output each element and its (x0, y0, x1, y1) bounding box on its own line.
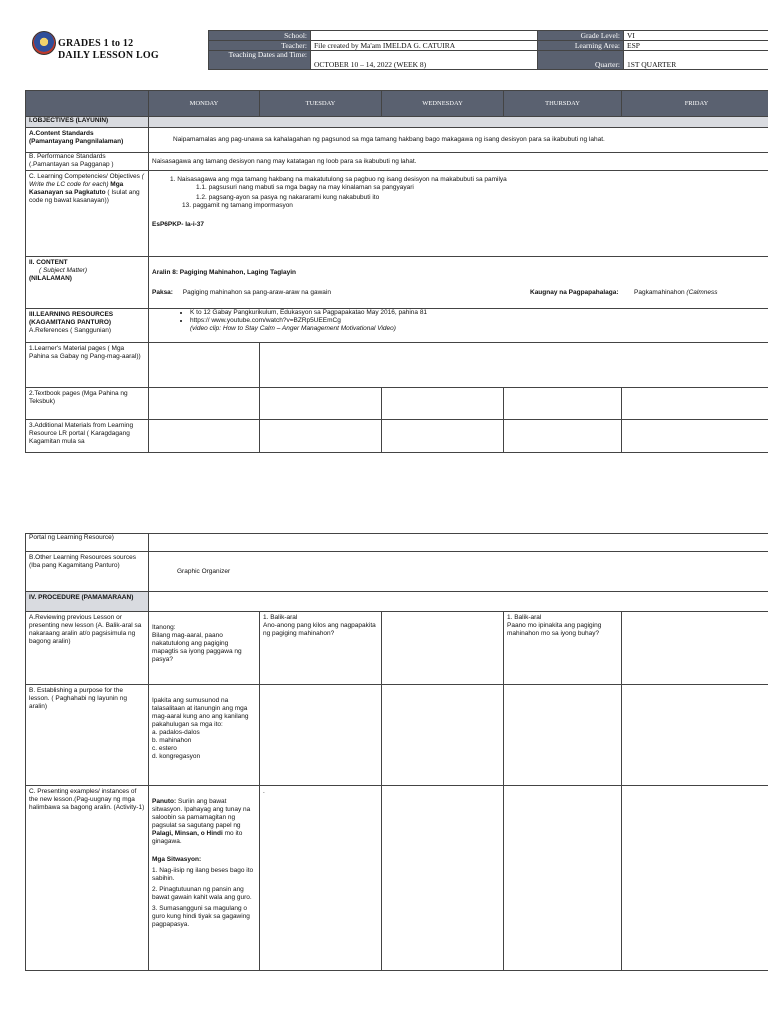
objectives-heading: I.OBJECTIVES (LAYUNIN) (26, 117, 149, 128)
grade-value: VI (624, 31, 768, 41)
teacher-value: File created by Ma'am IMELDA G. CATUIRA (311, 41, 538, 51)
performance-standards-label: B. Performance Standards (.Pamantayan sa Pagganap ) (26, 153, 149, 171)
title-line-2: DAILY LESSON LOG (58, 50, 159, 61)
day-wednesday: WEDNESDAY (382, 91, 504, 117)
content-standards-text: Naipamamalas ang pag-unawa sa kahalagahan ng pagsunod sa mga tamang hakbang bago makagawa ng isang desisyon para sa ikabubuti ng lahat. (149, 128, 768, 153)
grade-label: Grade Level: (538, 31, 624, 41)
other-resources-label: B.Other Learning Resources sources (Iba pang Kagamitang Panturo) (26, 552, 149, 592)
day-tuesday: TUESDAY (260, 91, 382, 117)
establishing-monday: Ipakita ang sumusunod na talasalitaan at itanungin ang mga mag-aaral kung ano ang kanilang pakahulugan sa mga ito: a. padalos-dalos b. mahinahon c. estero d. kongregasyon (149, 685, 260, 786)
dates-value: OCTOBER 10 – 14, 2022 (WEEK 8) (311, 51, 538, 70)
competency-code: EsP6PKP- Ia-i-37 (152, 221, 205, 228)
textbook-pages-label: 2.Textbook pages (Mga Pahina ng Teksbuk) (26, 388, 149, 420)
school-value (311, 31, 538, 41)
other-resources-text: Graphic Organizer (149, 552, 768, 592)
area-value: ESP (624, 41, 768, 51)
presenting-examples-label: C. Presenting examples/ instances of the new lesson.(Pag-uugnay ng mga halimbawa sa bagong aralin. (Activity-1) (26, 786, 149, 971)
references-text: • K to 12 Gabay Pangkurikulum, Edukasyon sa Pagpapakatao May 2016, pahina 81 • https:// www.youtube.com/watch?v=BZRp5UEEmCg (video clip: How to Stay Calm – Anger Management Motivational Video) (149, 309, 768, 343)
lesson-table-page-1 (25, 90, 768, 453)
presenting-monday: Panuto: Suriin ang bawat sitwasyon. Ipahayag ang tunay na saloobin sa pamamagitan ng pagsulat sa sagutang papel ng Palagi, Minsan, o Hindi mo ito ginagawa. Mga Sitwasyon: 1. Nag-iisip ng ilang beses bago ito sabihin. 2. Pinagtutuunan ng pansin ang bawat gawain kahit wala ang guro. 3. Sumasangguni sa magulang o guro kung hindi tiyak sa gagawing pagpapasya. (149, 786, 260, 971)
day-friday: FRIDAY (622, 91, 768, 117)
competencies-text: 1. Naisasagawa ang mga tamang hakbang na makatutulong sa pagbuo ng isang desisyon na makabubuti sa pamilya 1.1. pagsusuri nang mabuti sa mga bagay na may kinalaman sa pangyayari 1.2. pagsang-ayon sa pasya ng nakararami kung nakabubuti ito 13. paggamit ng tamang impormasyon EsP6PKP- Ia-i-37 (149, 171, 768, 257)
corner-cell (26, 91, 149, 117)
presenting-tuesday: . (260, 786, 382, 971)
reviewing-thursday: 1. Balik-aral Paano mo ipinakita ang pagiging mahinahon mo sa iyong buhay? (504, 612, 622, 685)
dll-title (58, 38, 159, 62)
lesson-table-page-2 (25, 533, 768, 971)
dates-label: Teaching Dates and Time: (209, 51, 311, 70)
reviewing-tuesday: 1. Balik-aral Ano-anong pang kilos ang nagpapakita ng pagiging mahinahon? (260, 612, 382, 685)
content-standards-label: A.Content Standards (Pamantayang Pangnilalaman) (26, 128, 149, 153)
deped-seal-logo (32, 31, 56, 55)
content-label: II. CONTENT ( Subject Matter) (NILALAMAN) (26, 257, 149, 309)
quarter-label: Quarter: (538, 51, 624, 70)
header-info-table (208, 30, 768, 70)
additional-materials-label: 3.Additional Materials from Learning Resource LR portal ( Karagdagang Kagamitan mula sa (26, 420, 149, 453)
procedure-heading: IV. PROCEDURE (PAMAMARAAN) (26, 592, 149, 612)
learning-resources-label: III.LEARNING RESOURCES (KAGAMITANG PANTURO) A.References ( Sanggunian) (26, 309, 149, 343)
teacher-label: Teacher: (209, 41, 311, 51)
establishing-purpose-label: B. Establishing a purpose for the lesson. ( Paghahabi ng layunin ng aralin) (26, 685, 149, 786)
reviewing-lesson-label: A.Reviewing previous Lesson or presenting new lesson (A. Balik-aral sa nakaraang aralin at/o pagsisimula ng bagong aralin) (26, 612, 149, 685)
day-monday: MONDAY (149, 91, 260, 117)
learners-material-label: 1.Learner's Material pages ( Mga Pahina sa Gabay ng Pang-mag-aaral)) (26, 343, 149, 388)
quarter-value: 1ST QUARTER (624, 51, 768, 70)
school-label: School: (209, 31, 311, 41)
competencies-label: C. Learning Competencies/ Objectives ( Write the LC code for each) Mga Kasanayan sa Pagkatuto ( Isulat ang code ng bawat kasanayan)) (26, 171, 149, 257)
day-thursday: THURSDAY (504, 91, 622, 117)
area-label: Learning Area: (538, 41, 624, 51)
portal-label-continued: Portal ng Learning Resource) (26, 534, 149, 552)
performance-standards-text: Naisasagawa ang tamang desisyon nang may katatagan ng loob para sa ikabubuti ng lahat. (149, 153, 768, 171)
reviewing-monday: Itanong: Bilang mag-aaral, paano nakatutulong ang pagiging mapagtis sa iyong paggawa ng pasya? (149, 612, 260, 685)
content-text: Aralin 8: Pagiging Mahinahon, Laging Taglayin Paksa: Pagiging mahinahon sa pang-araw-araw na gawain Kaugnay na Pagpapahalaga: Pagkamahinahon (Calmness (149, 257, 768, 309)
title-line-1: GRADES 1 to 12 (58, 38, 134, 49)
